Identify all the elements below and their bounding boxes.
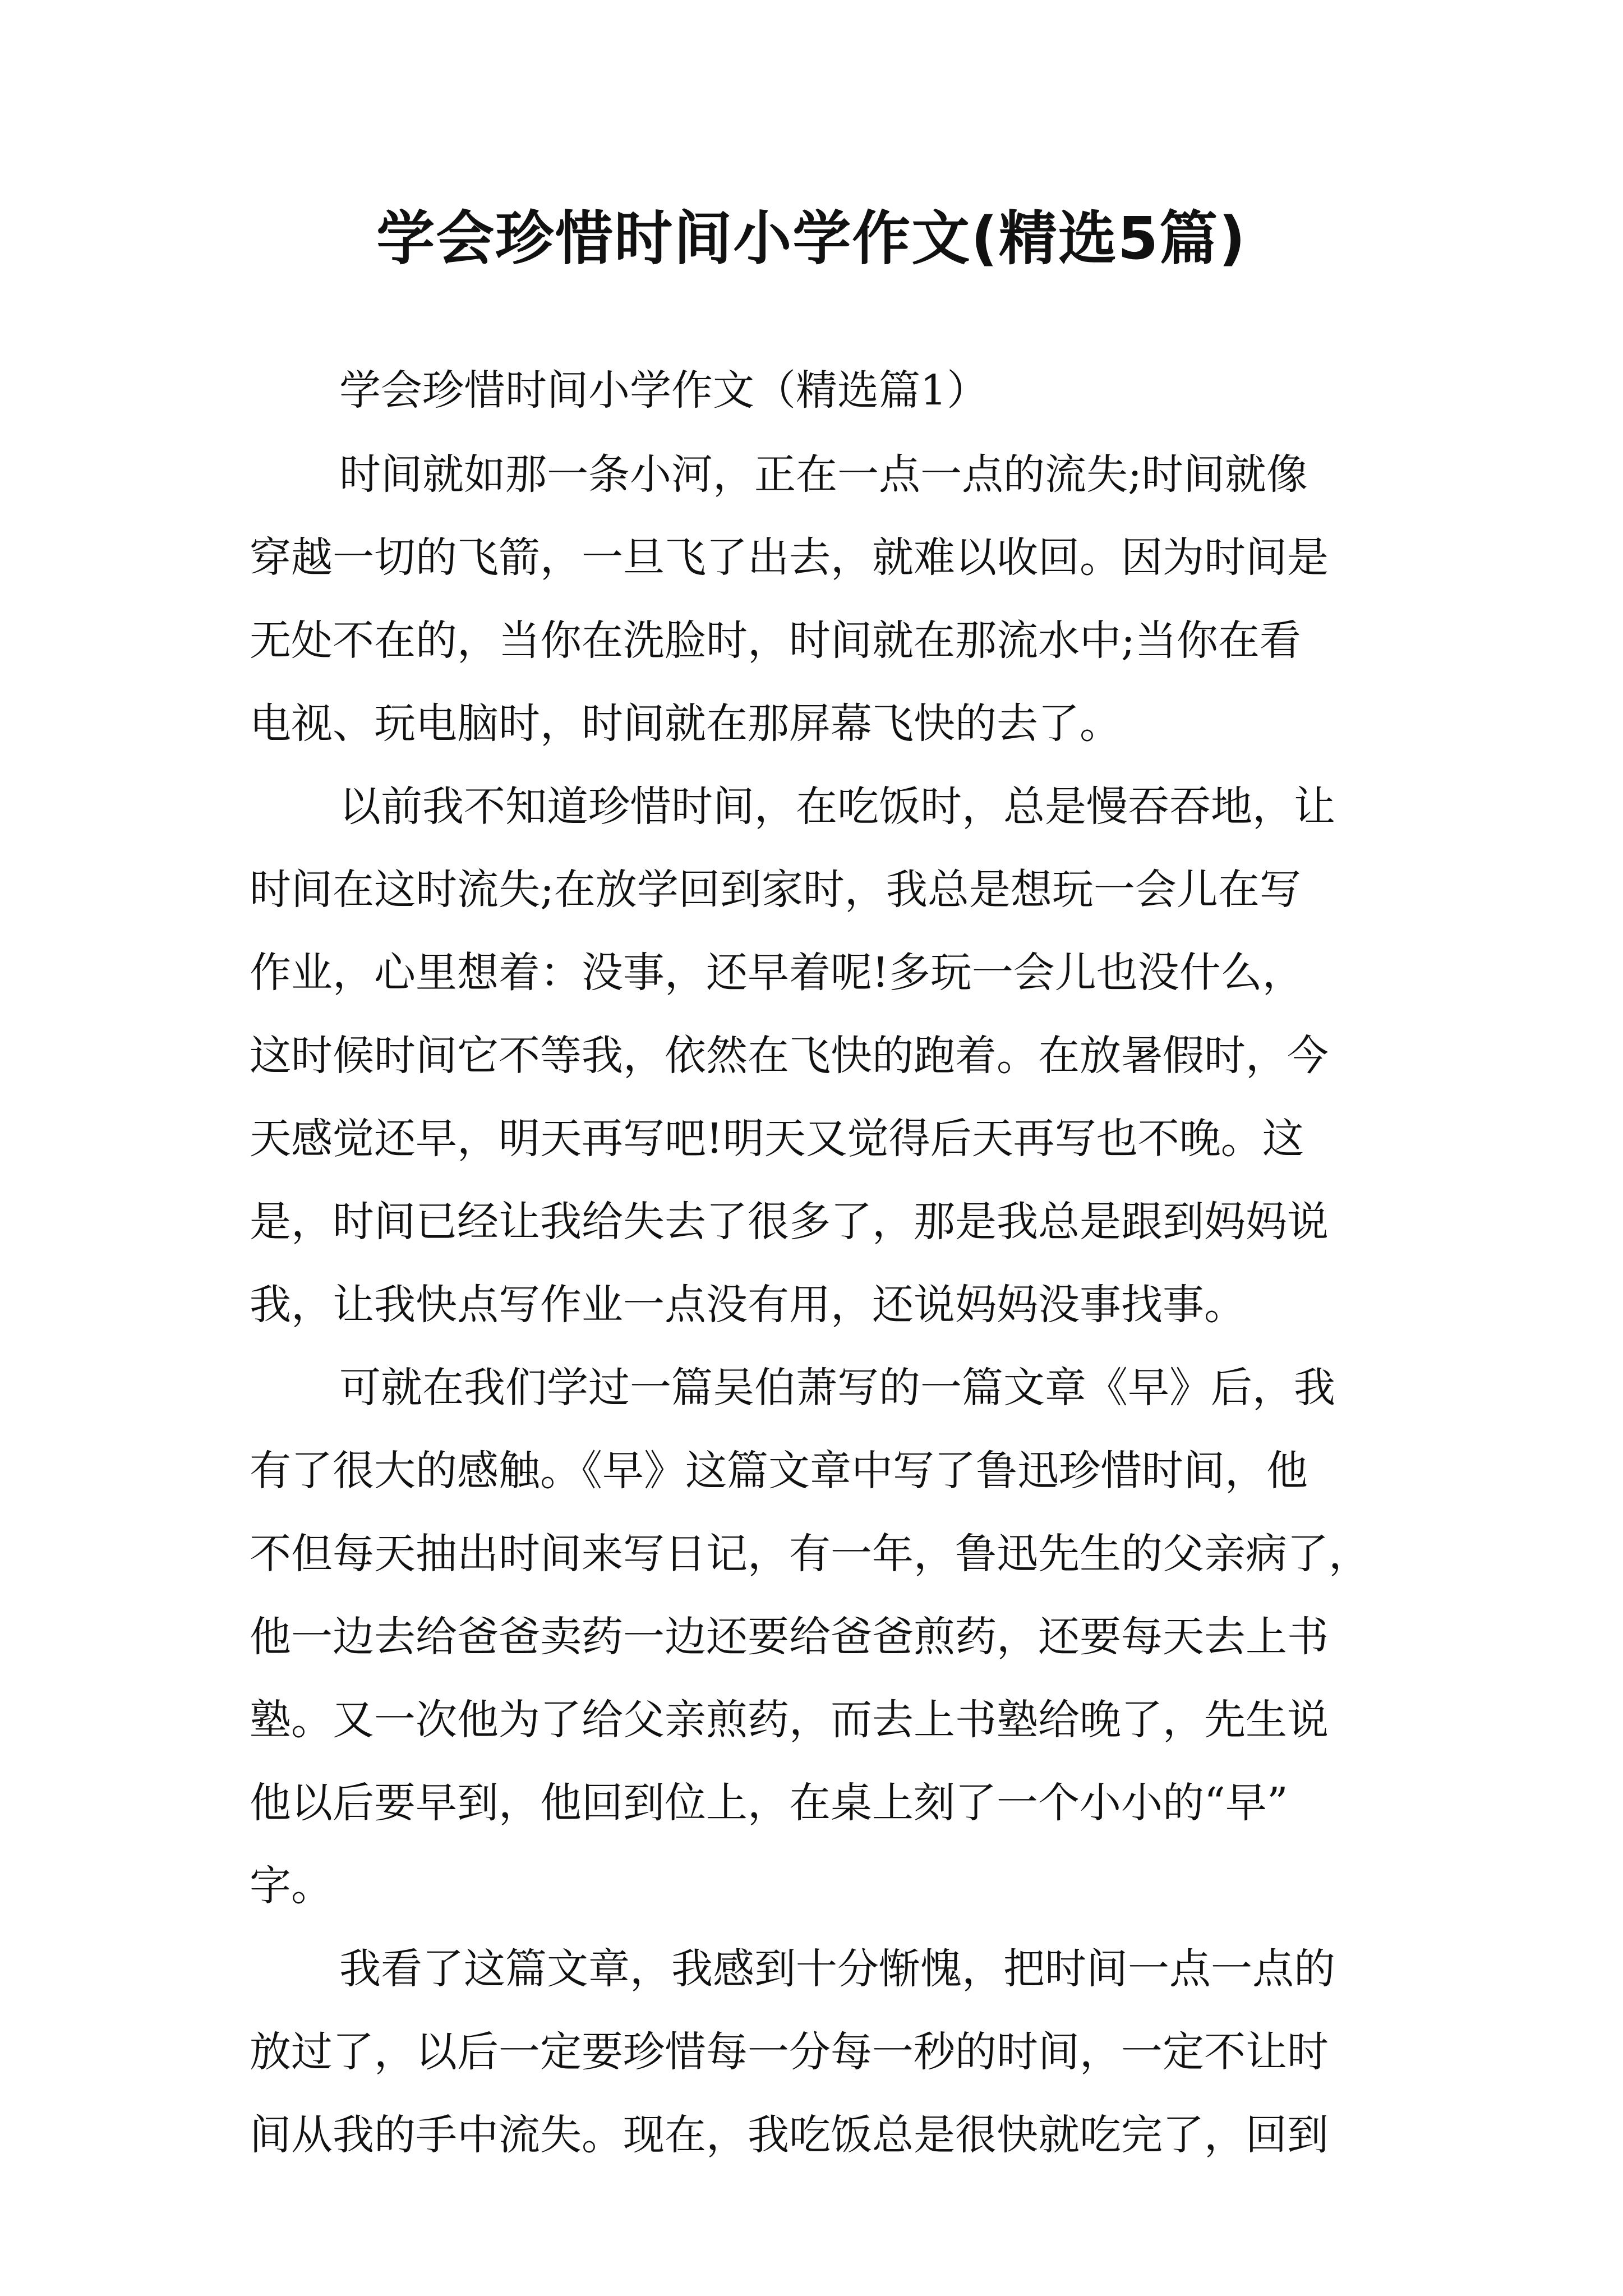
text-line: 放过了，以后一定要珍惜每一分每一秒的时间，一定不让时 (250, 2028, 1329, 2076)
text-line: 有了很大的感触。《早》这篇文章中写了鲁迅珍惜时间，他 (250, 1447, 1308, 1495)
text-line: 作业，心里想着：没事，还早着呢!多玩一会儿也没什么， (250, 949, 1304, 997)
text-line: 我，让我快点写作业一点没有用，还说妈妈没事找事。 (250, 1281, 1246, 1329)
page-title: 学会珍惜时间小学作文(精选5篇) (376, 204, 1247, 273)
text-line: 我看了这篇文章，我感到十分惭愧，把时间一点一点的 (339, 1945, 1335, 1993)
text-line: 是，时间已经让我给失去了很多了，那是我总是跟到妈妈说 (250, 1198, 1329, 1246)
text-line: 无处不在的，当你在洗脸时，时间就在那流水中;当你在看 (250, 616, 1301, 665)
article-body (250, 348, 1388, 2177)
text-line: 时间就如那一条小河，正在一点一点的流失;时间就像 (339, 450, 1308, 499)
text-line: 可就在我们学过一篇吴伯萧写的一篇文章《早》后，我 (339, 1364, 1335, 1412)
text-line: 以前我不知道珍惜时间，在吃饭时，总是慢吞吞地，让 (339, 783, 1335, 831)
article-subtitle: 学会珍惜时间小学作文（精选篇1） (339, 366, 989, 415)
text-line: 不但每天抽出时间来写日记，有一年，鲁迅先生的父亲病了， (250, 1530, 1370, 1578)
paragraph (250, 1346, 1388, 1927)
text-line: 间从我的手中流失。现在，我吃饭总是很快就吃完了，回到 (250, 2111, 1329, 2159)
text-line: 天感觉还早，明天再写吧!明天又觉得后天再写也不晚。这 (250, 1115, 1304, 1163)
text-line: 字。 (250, 1862, 333, 1910)
paragraph (250, 765, 1388, 1346)
text-line: 他一边去给爸爸卖药一边还要给爸爸煎药，还要每天去上书 (250, 1613, 1329, 1661)
paragraph (250, 433, 1388, 765)
text-line: 时间在这时流失;在放学回到家时，我总是想玩一会儿在写 (250, 866, 1301, 914)
text-line: 穿越一切的飞箭，一旦飞了出去，就难以收回。因为时间是 (250, 533, 1329, 582)
text-line: 这时候时间它不等我，依然在飞快的跑着。在放暑假时，今 (250, 1032, 1329, 1080)
text-line: 电视、玩电脑时，时间就在那屏幕飞快的去了。 (250, 700, 1121, 748)
text-line: 他以后要早到，他回到位上，在桌上刻了一个小小的“早” (250, 1779, 1288, 1827)
text-line: 塾。又一次他为了给父亲煎药，而去上书塾给晚了，先生说 (250, 1696, 1329, 1744)
paragraph (250, 1927, 1388, 2177)
